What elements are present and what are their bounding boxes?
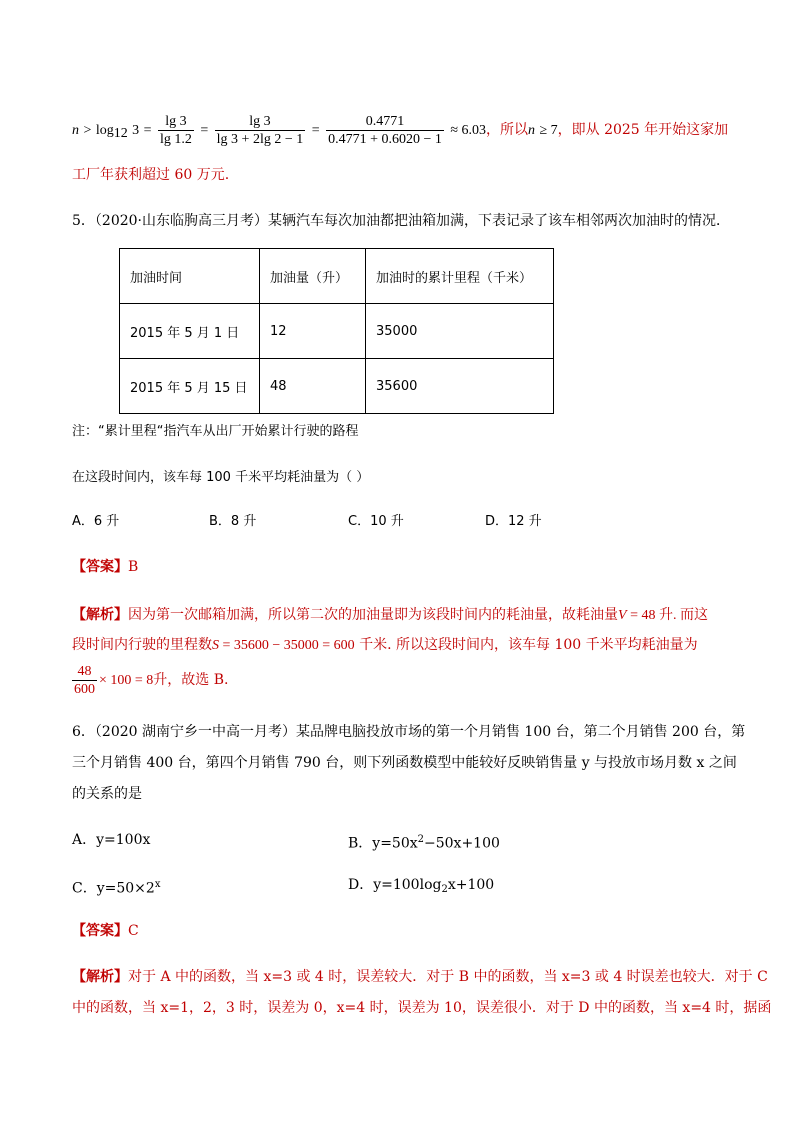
eq-sign-1: = xyxy=(143,123,152,138)
fuel-fraction-denominator: 600 xyxy=(74,681,95,697)
analysis-text: 千米. 所以这段时间内，该车每 100 千米平均耗油量为 xyxy=(354,637,698,653)
q5-question: 在这段时间内，该车每 100 千米平均耗油量为（ ） xyxy=(72,470,370,485)
q6-answer xyxy=(72,921,739,941)
eq-sign-3: = xyxy=(311,123,320,138)
analysis-text: 对于 A 中的函数，当 x=3 或 4 时，误差较大．对于 B 中的函数，当 x=3 或 4 时误差也较大．对于 C xyxy=(128,969,768,985)
table-header-cell: 加油量（升） xyxy=(260,249,366,304)
q6-option-b-exponent: 2 xyxy=(417,834,425,845)
q5-note: 注：“累计里程“指汽车从出厂开始累计行驶的路程 xyxy=(72,424,359,439)
eq-sign-2: = xyxy=(200,123,209,138)
answer-value: C xyxy=(128,923,139,939)
fraction-1-numerator: lg 3 xyxy=(165,113,187,129)
v-equation: = 48 升. 而这 xyxy=(626,608,708,623)
table-header-cell: 加油时的累计里程（千米） xyxy=(366,249,554,304)
analysis-text: 段时间内行驶的里程数 xyxy=(72,637,212,653)
table-cell: 35000 xyxy=(366,304,554,359)
table-cell: 2015 年 5 月 15 日 xyxy=(120,359,260,414)
fuel-fraction-numerator: 48 xyxy=(77,663,92,679)
fraction-1 xyxy=(158,113,194,148)
analysis-text: 升，故选 B. xyxy=(153,672,229,688)
s-variable: S xyxy=(212,638,219,653)
fraction-2-denominator: lg 3 + 2lg 2 − 1 xyxy=(216,131,304,147)
q6-option-b-text: B．y=50x xyxy=(348,835,418,852)
table-cell: 12 xyxy=(260,304,366,359)
fraction-3-numerator: 0.4771 xyxy=(365,113,405,129)
q5-stem: 5．（2020·山东临朐高三月考）某辆汽车每次加油都把油箱加满，下表记录了该车相邻两次加油时的情况． xyxy=(72,213,730,229)
q6-analysis-line-1 xyxy=(72,967,768,987)
n-variable-2: n xyxy=(528,123,535,138)
table-row xyxy=(120,359,554,414)
table-header-cell: 加油时间 xyxy=(120,249,260,304)
q6-option-a[interactable]: A．y=100x xyxy=(72,832,151,848)
q6-option-d[interactable] xyxy=(348,875,494,900)
conclusion-b: ，即从 2025 年开始这家加 xyxy=(557,122,729,138)
fraction-2 xyxy=(215,113,306,148)
q5-answer xyxy=(72,557,739,577)
fuel-record-table xyxy=(119,248,554,414)
table-cell: 48 xyxy=(260,359,366,414)
q6-option-d-base: 2 xyxy=(441,884,448,895)
q5-option-c[interactable]: C．10 升 xyxy=(348,514,404,529)
q5-analysis-line-3 xyxy=(72,660,739,700)
q5-option-b[interactable]: B．8 升 xyxy=(209,514,257,529)
q4-formula-line xyxy=(72,112,739,148)
q6-analysis-line-2: 中的函数，当 x=1，2，3 时，误差为 0，x=4 时，误差为 10，误差很小．对于 D 中的函数，当 x=4 时，据函 xyxy=(72,1000,772,1016)
table-cell: 35600 xyxy=(366,359,554,414)
fuel-fraction xyxy=(72,663,97,698)
multiply-result: × 100 = 8 xyxy=(99,673,154,688)
q5-analysis-line-2 xyxy=(72,635,739,656)
fraction-2-numerator: lg 3 xyxy=(249,113,271,129)
log-arg: 3 xyxy=(132,123,140,138)
answer-value: B xyxy=(128,559,139,575)
q6-option-c-text: C．y=50×2 xyxy=(72,880,155,897)
conclusion-a: ，所以 xyxy=(486,122,528,138)
log-base: 12 xyxy=(113,126,128,141)
q6-stem-line-1: 6．（2020 湖南宁乡一中高一月考）某品牌电脑投放市场的第一个月销售 100 台，第二个月销售 200 台，第 xyxy=(72,724,746,740)
s-equation: = 35600 − 35000 = 600 xyxy=(219,638,355,653)
analysis-label: 【解析】 xyxy=(72,607,128,623)
q5-option-a[interactable]: A．6 升 xyxy=(72,514,120,529)
gt-sign: > xyxy=(83,123,92,138)
q6-option-b[interactable] xyxy=(348,830,500,854)
table-cell: 2015 年 5 月 1 日 xyxy=(120,304,260,359)
q6-option-d-text: D．y=100log xyxy=(348,877,442,893)
approx-value: ≈ 6.03 xyxy=(450,123,486,138)
answer-label: 【答案】 xyxy=(72,559,128,575)
ge-seven: ≥ 7 xyxy=(539,123,558,138)
q6-stem-line-3: 的关系的是 xyxy=(72,786,142,802)
q6-option-b-tail: −50x+100 xyxy=(424,835,500,852)
q6-stem-line-2: 三个月销售 400 台，第四个月销售 790 台，则下列函数模型中能较好反映销售量 y 与投放市场月数 x 之间 xyxy=(72,755,737,771)
table-row xyxy=(120,304,554,359)
log-word: log xyxy=(95,123,114,138)
fraction-3 xyxy=(326,113,444,148)
q6-option-c[interactable] xyxy=(72,875,160,899)
fraction-1-denominator: lg 1.2 xyxy=(159,131,192,147)
q5-option-d[interactable]: D．12 升 xyxy=(485,514,542,529)
analysis-label: 【解析】 xyxy=(72,969,128,985)
q4-conclusion-line-2: 工厂年获利超过 60 万元. xyxy=(72,167,230,183)
answer-label: 【答案】 xyxy=(72,923,128,939)
q6-option-d-tail: x+100 xyxy=(447,877,495,893)
table-header-row xyxy=(120,249,554,304)
n-variable: n xyxy=(72,123,79,138)
fraction-3-denominator: 0.4771 + 0.6020 − 1 xyxy=(328,131,442,147)
analysis-text: 因为第一次邮箱加满，所以第二次的加油量即为该段时间内的耗油量，故耗油量 xyxy=(128,607,618,623)
v-variable: V xyxy=(618,608,627,623)
q6-option-c-exponent: x xyxy=(154,879,161,890)
q5-analysis-line-1 xyxy=(72,605,739,626)
